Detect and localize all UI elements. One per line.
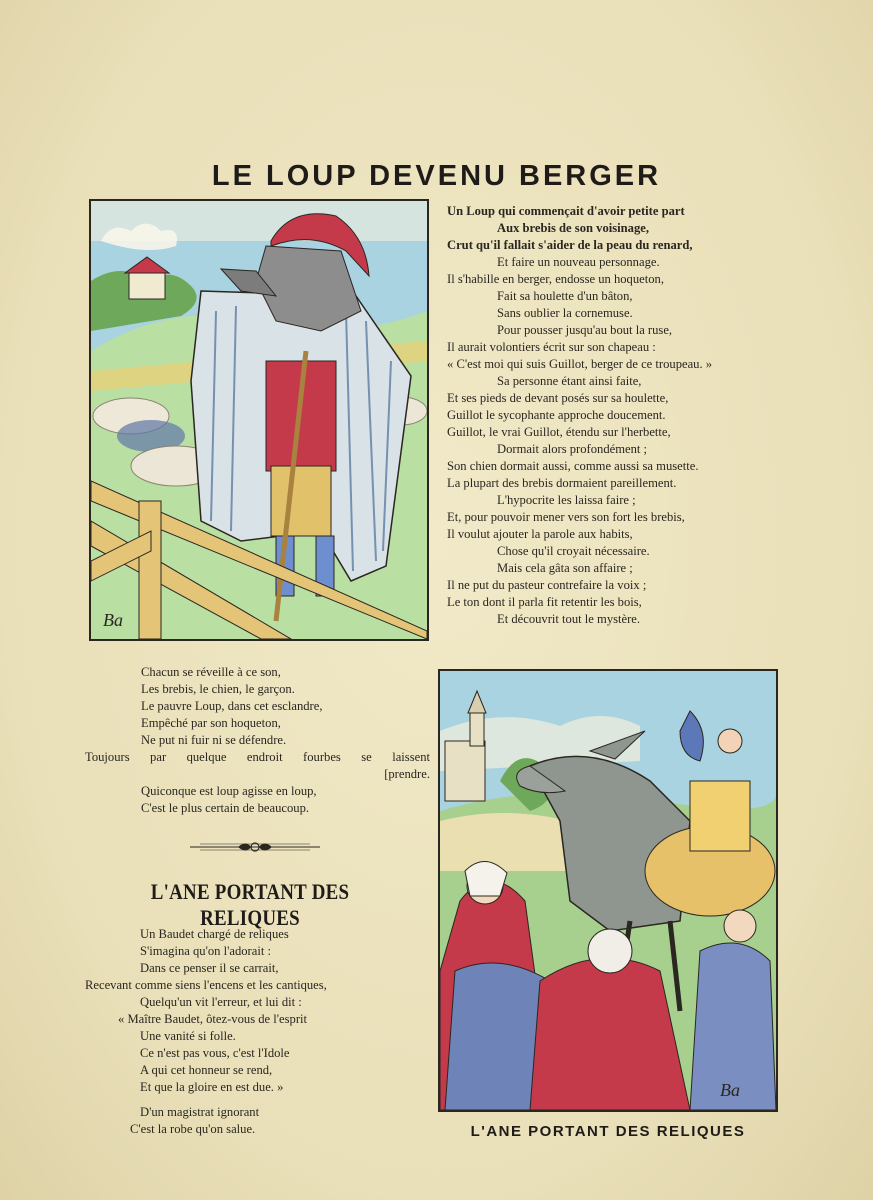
fable1-verses-top bbox=[447, 203, 847, 628]
verse-line: C'est le plus certain de beaucoup. bbox=[141, 801, 310, 815]
verse-line: Le pauvre Loup, dans cet esclandre, bbox=[141, 699, 323, 713]
verse-line: « Maître Baudet, ôtez-vous de l'esprit bbox=[118, 1012, 308, 1026]
donkey-illustration-signature: Ba bbox=[720, 1080, 740, 1100]
verse-line: Ce n'est pas vous, c'est l'Idole bbox=[140, 1046, 290, 1060]
verse-line: Chose qu'il croyait nécessaire. bbox=[497, 544, 650, 558]
verse-line: Un Baudet chargé de reliques bbox=[140, 927, 289, 941]
verse-line: S'imagina qu'on l'adorait : bbox=[140, 944, 271, 958]
wolf-illustration-signature: Ba bbox=[103, 610, 123, 630]
verse-line bbox=[85, 1096, 430, 1104]
verse-line: « C'est moi qui suis Guillot, berger de ce troupeau. » bbox=[447, 357, 713, 371]
verse-line: Il voulut ajouter la parole aux habits, bbox=[447, 527, 633, 541]
verse-line: Sans oublier la cornemuse. bbox=[497, 306, 633, 320]
verse-line: Le ton dont il parla fit retentir les bois, bbox=[447, 595, 642, 609]
verse-line: La plupart des brebis dormaient pareillement. bbox=[447, 476, 677, 490]
verse-line: A qui cet honneur se rend, bbox=[140, 1063, 273, 1077]
fable1-title: LE LOUP DEVENU BERGER bbox=[211, 160, 662, 192]
verse-line: Et que la gloire en est due. » bbox=[140, 1080, 284, 1094]
fable1-verses-bottom bbox=[85, 664, 430, 817]
verse-line: Quiconque est loup agisse en loup, bbox=[141, 784, 317, 798]
fable2-title: L'ANE PORTANT DES RELIQUES bbox=[150, 879, 350, 930]
verse-line: Aux brebis de son voisinage, bbox=[497, 221, 649, 235]
verse-line: Et ses pieds de devant posés sur sa houlette, bbox=[447, 391, 669, 405]
verse-line: Il s'habille en berger, endosse un hoqueton, bbox=[447, 272, 664, 286]
verse-line: Et faire un nouveau personnage. bbox=[497, 255, 660, 269]
verse-line: Et, pour pouvoir mener vers son fort les brebis, bbox=[447, 510, 685, 524]
ornament-divider bbox=[190, 840, 320, 854]
verse-line: Les brebis, le chien, le garçon. bbox=[141, 682, 295, 696]
verse-line: Guillot, le vrai Guillot, étendu sur l'herbette, bbox=[447, 425, 671, 439]
verse-line: Dans ce penser il se carrait, bbox=[140, 961, 279, 975]
verse-line: Fait sa houlette d'un bâton, bbox=[497, 289, 633, 303]
verse-line: Un Loup qui commençait d'avoir petite part bbox=[447, 204, 685, 218]
verse-line: Pour pousser jusqu'au bout la ruse, bbox=[497, 323, 673, 337]
fable2-verses bbox=[85, 926, 430, 1138]
verse-line: D'un magistrat ignorant bbox=[140, 1105, 260, 1119]
verse-line: Guillot le sycophante approche doucement. bbox=[447, 408, 666, 422]
verse-line: Il ne put du pasteur contrefaire la voix ; bbox=[447, 578, 647, 592]
verse-line: Toujours par quelque endroit fourbes se laissent bbox=[85, 750, 430, 764]
verse-line: Son chien dormait aussi, comme aussi sa musette. bbox=[447, 459, 699, 473]
verse-line: Et découvrit tout le mystère. bbox=[497, 612, 641, 626]
verse-line: Recevant comme siens l'encens et les cantiques, bbox=[85, 978, 327, 992]
verse-line: Ne put ni fuir ni se défendre. bbox=[141, 733, 287, 747]
verse-line: C'est la robe qu'on salue. bbox=[130, 1122, 256, 1136]
illustration-caption: L'ANE PORTANT DES RELIQUES bbox=[470, 1123, 746, 1140]
verse-line: Sa personne étant ainsi faite, bbox=[497, 374, 642, 388]
verse-line: Chacun se réveille à ce son, bbox=[141, 665, 281, 679]
verse-line: Une vanité si folle. bbox=[140, 1029, 236, 1043]
verse-line: Mais cela gâta son affaire ; bbox=[497, 561, 633, 575]
wolf-shepherd-illustration bbox=[89, 199, 429, 641]
verse-line: Il aurait volontiers écrit sur son chapeau : bbox=[447, 340, 656, 354]
verse-line: L'hypocrite les laissa faire ; bbox=[497, 493, 636, 507]
verse-line: [prendre. bbox=[384, 767, 430, 781]
verse-line: Crut qu'il fallait s'aider de la peau du renard, bbox=[447, 238, 693, 252]
verse-line: Empêché par son hoqueton, bbox=[141, 716, 281, 730]
verse-line: Dormait alors profondément ; bbox=[497, 442, 648, 456]
donkey-relics-illustration bbox=[438, 669, 778, 1112]
verse-line: Quelqu'un vit l'erreur, et lui dit : bbox=[140, 995, 302, 1009]
